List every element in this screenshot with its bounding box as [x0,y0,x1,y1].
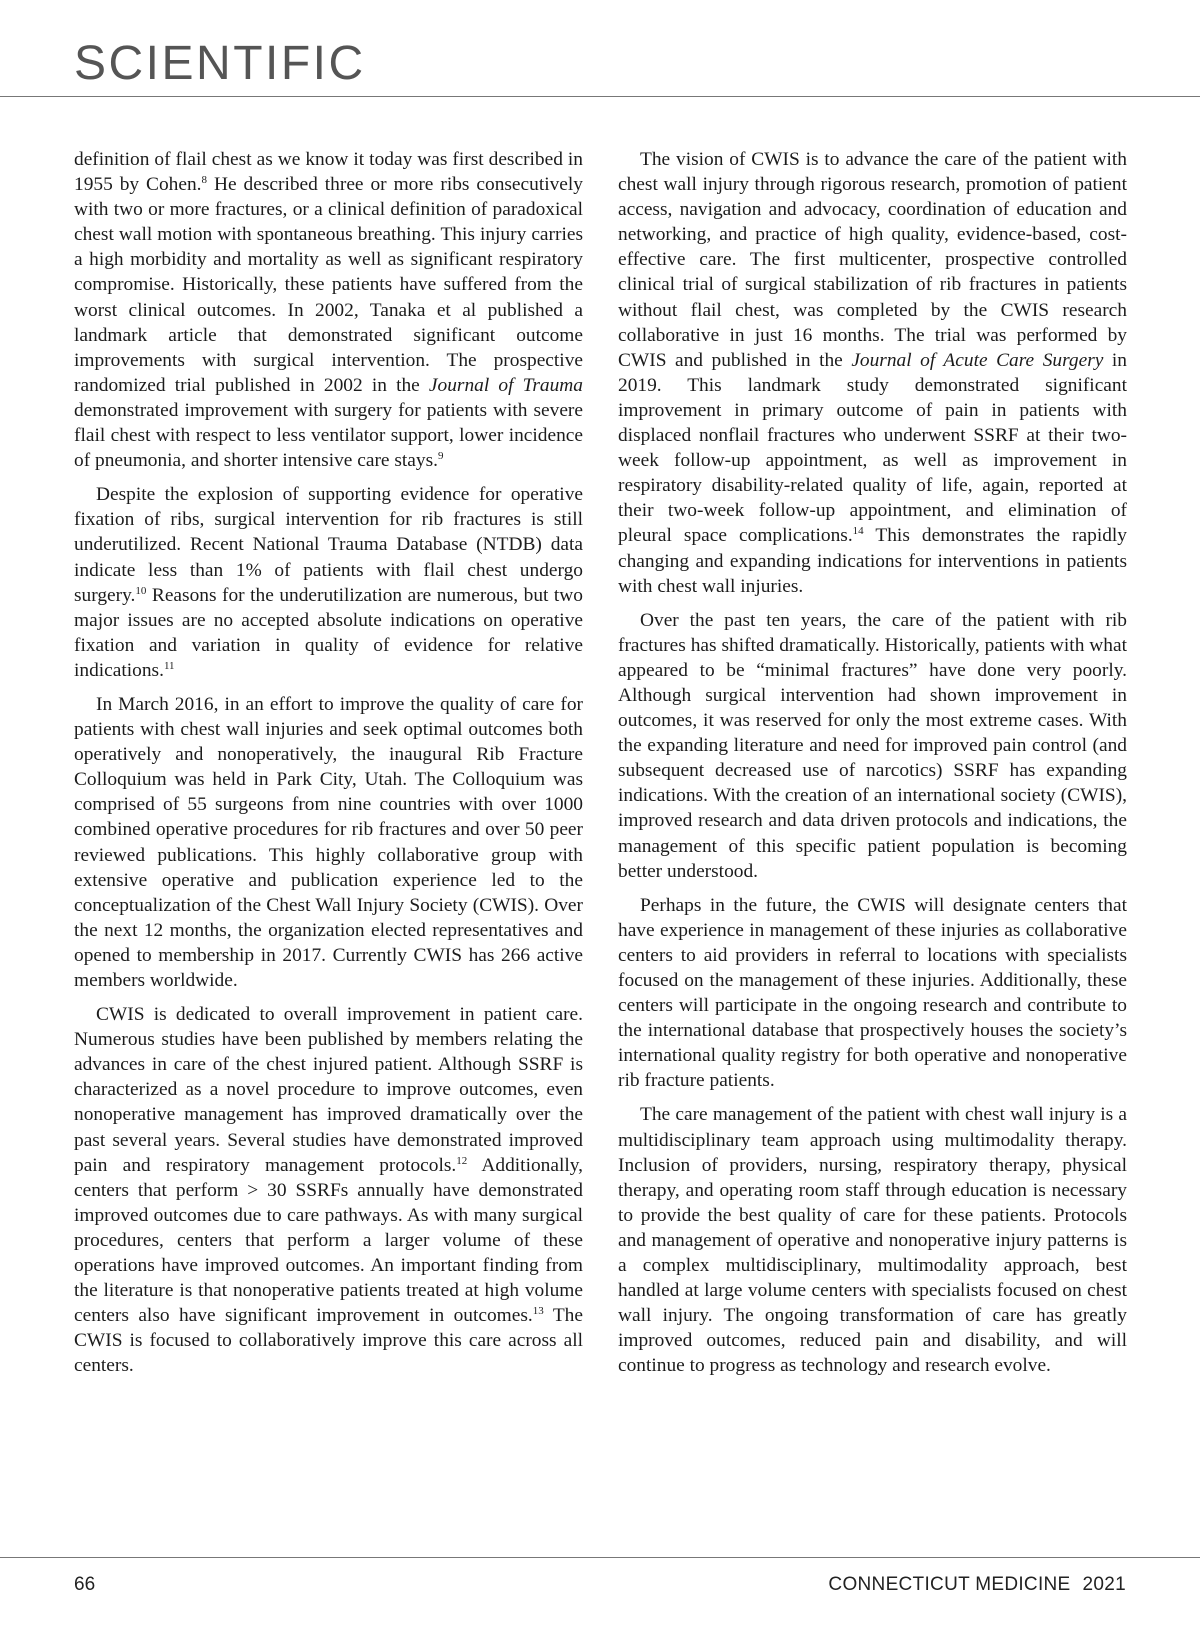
paragraph [74,147,583,473]
left-column [74,147,583,1388]
paragraph-text: Additionally, centers that perform > 30 SSRFs annually have demonstrated improved outcomes due to care pathways. As with many surgical procedures, centers that perform a larger volume of these operations have improved outcomes. An important finding from the literature is that nonoperative patients treated at high volume centers also have significant improvement in outcomes. [74,1154,584,1327]
paragraph: Perhaps in the future, the CWIS will designate centers that have experience in management of these injuries as collaborative centers to aid providers in referral to locations with specialists focused on the management of these injuries. Additionally, these centers will participate in the ongoing research and contribute to the international database that prospectively houses the society’s international quality registry for both operative and nonoperative rib fracture patients. [618,894,1127,1092]
section-header: SCIENTIFIC [74,37,366,90]
paragraph-text: This demonstrates the rapidly changing and expanding indications for interventions in patients with chest wall injuries. [618,525,1127,597]
paragraph-text: The vision of CWIS is to advance the care of the patient with chest wall injury through rigorous research, promotion of patient access, navigation and advocacy, coordination of education and networking, and practice of high quality, evidence-based, cost-effective care. The first multicenter, prospective controlled clinical trial of surgical stabilization of rib fractures in patients without flail chest, was completed by the CWIS research collaborative in just 16 months. The trial was performed by CWIS and published in the [618,149,1127,371]
publication-year: 2021 [1082,1574,1126,1595]
paragraph: In March 2016, in an effort to improve the quality of care for patients with chest wall injuries and seek optimal outcomes both operatively and nonoperatively, the inaugural Rib Fracture Colloquium was held in Park City, Utah. The Colloquium was comprised of 55 surgeons from nine countries with over 1000 combined operative procedures for rib fractures and over 50 peer reviewed publications. This highly collaborative group with extensive operative and publication experience led to the conceptualization of the Chest Wall Injury Society (CWIS). Over the next 12 months, the organization elected representatives and opened to membership in 2017. Currently CWIS has 266 active members worldwide. [74,693,583,991]
header-divider [0,96,1200,97]
paragraph-text: CWIS is dedicated to overall improvement in patient care. Numerous studies have been published by members relating the advances in care of the chest injured patient. Although SSRF is characterized as a novel procedure to improve outcomes, even nonoperative management has improved dramatically over the past several years. Several studies have demonstrated improved pain and respiratory management protocols. [74,1004,583,1176]
paragraph: The care management of the patient with chest wall injury is a multidisciplinary team approach using multimodality therapy. Inclusion of providers, nursing, respiratory therapy, physical therapy, and operating room staff through education is necessary to provide the best quality of care for these patients. Protocols and management of operative and nonoperative injury patterns is a complex multidisciplinary, multimodality approach, best handled at large volume centers with specialists focused on chest wall injury. The ongoing transformation of care has greatly improved outcomes, reduced pain and disability, and will continue to progress as technology and research evolve. [618,1104,1127,1377]
paragraph: Over the past ten years, the care of the patient with rib fractures has shifted dramatically. Historically, patients with what appeared to be “minimal fractures” have done very poorly. Although surgical intervention had shown improvement in outcomes, it was reserved for only the most extreme cases. With the expanding literature and need for improved pain control (and subsequent decreased use of narcotics) SSRF has expanding indications. With the creation of an international society (CWIS), improved research and data driven protocols and indications, the management of this specific patient population is becoming better understood. [618,609,1127,882]
paragraph-text: He described three or more ribs consecutively with two or more fractures, or a clinical definition of paradoxical chest wall motion with spontaneous breathing. This injury carries a high morbidity and mortality as well as significant respiratory compromise. Historically, these patients have suffered from the worst clinical outcomes. In 2002, Tanaka et al published a landmark article that demonstrated significant outcome improvements with surgical intervention. The prospective randomized trial published in 2002 in the [74,174,583,396]
paragraph-text: in 2019. This landmark study demonstrated significant improvement in primary outcome of pain in patients with displaced nonflail fractures who underwent SSRF at their two-week follow-up appointment, as well as improvement in respiratory disability-related quality of life, again, reported at their two-week follow-up appointment, and elimination of pleural space complications. [618,349,1127,547]
journal-title: Journal of Acute Care Surgery [851,349,1104,371]
paragraph-text: Reasons for the underutilization are numerous, but two major issues are no accepted absolute indications on operative fixation and variation in quality of evidence for relative indications. [74,584,583,681]
paragraph-text: Despite the explosion of supporting evidence for operative fixation of ribs, surgical intervention for rib fractures is still underutilized. Recent National Trauma Database (NTDB) data indicate less than 1% of patients with flail chest undergo surgery. [74,484,583,606]
journal-footer [828,1574,1126,1596]
paragraph [74,1002,583,1378]
citation-ref: 8 [201,174,208,187]
journal-name: CONNECTICUT MEDICINE [828,1574,1071,1595]
paragraph-text: The CWIS is focused to collaboratively improve this care across all centers. [74,1305,583,1377]
citation-ref: 12 [456,1154,468,1167]
page-number: 66 [74,1574,96,1595]
citation-ref: 9 [438,450,444,463]
citation-ref: 11 [163,659,175,672]
paragraph-text: demonstrated improvement with surgery for patients with severe flail chest with respect to less ventilator support, lower incidence of pneumonia, and shorter intensive care stays. [74,399,583,472]
paragraph-text: definition of flail chest as we know it today was first described in 1955 by Cohen. [74,149,583,196]
journal-title: Journal of Trauma [428,374,583,396]
footer-divider [0,1557,1200,1558]
right-column [618,147,1127,1388]
paragraph [74,482,583,683]
citation-ref: 10 [135,584,147,597]
citation-ref: 13 [532,1305,544,1318]
paragraph [618,147,1127,599]
citation-ref: 14 [852,525,864,538]
